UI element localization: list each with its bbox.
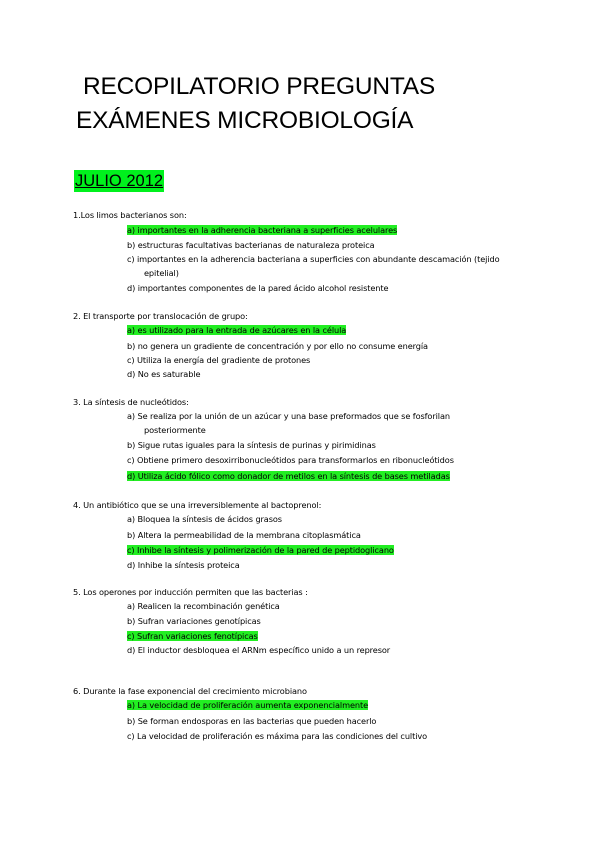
answer-option-text-correct: a) importantes en la adherencia bacteriana a superficies acelulares bbox=[127, 225, 398, 235]
answer-option-text: b) no genera un gradiente de concentración y por ello no consume energía bbox=[127, 341, 428, 351]
answer-option bbox=[127, 240, 527, 250]
answer-option-text-correct: a) es utilizado para la entrada de azúcares en la célula bbox=[127, 325, 347, 335]
answer-option bbox=[127, 325, 527, 335]
answer-option-text: a) Bloquea la síntesis de ácidos grasos bbox=[127, 514, 282, 524]
answer-option-text: c) La velocidad de proliferación es máxima para las condiciones del cultivo bbox=[127, 731, 428, 741]
answer-option bbox=[127, 440, 527, 450]
answer-option bbox=[127, 530, 527, 540]
answer-option-text: c) Utiliza la energía del gradiente de protones bbox=[127, 355, 311, 365]
answer-option-text-correct: a) La velocidad de proliferación aumenta exponencialmente bbox=[127, 700, 369, 710]
answer-option bbox=[127, 254, 527, 278]
answer-option-text: c) importantes en la adherencia bacteriana a superficies con abundante descamación (tejido bbox=[127, 254, 500, 264]
answer-option bbox=[127, 369, 527, 379]
answer-option bbox=[127, 616, 527, 626]
question-text: 6. Durante la fase exponencial del crecimiento microbiano bbox=[73, 686, 307, 696]
answer-option bbox=[127, 225, 527, 235]
answer-option-continuation: posteriormente bbox=[144, 425, 206, 435]
answer-option-text: b) Se forman endosporas en las bacterias que pueden hacerlo bbox=[127, 716, 377, 726]
answer-option bbox=[127, 355, 527, 365]
answer-option bbox=[127, 645, 527, 655]
answer-option bbox=[127, 545, 527, 555]
question-text: 2. El transporte por translocación de grupo: bbox=[73, 311, 248, 321]
answer-option-text: b) Sigue rutas iguales para la síntesis de purinas y pirimidinas bbox=[127, 440, 376, 450]
answer-option-text-correct: c) Inhibe la síntesis y polimerización de la pared de peptidoglicano bbox=[127, 545, 394, 555]
answer-option bbox=[127, 601, 527, 611]
answer-option-text: d) importantes componentes de la pared ácido alcohol resistente bbox=[127, 283, 389, 293]
answer-option bbox=[127, 411, 527, 435]
title-line-2: EXÁMENES MICROBIOLOGÍA bbox=[76, 107, 414, 134]
answer-option bbox=[127, 471, 527, 481]
answer-option-text: b) Sufran variaciones genotípicas bbox=[127, 616, 261, 626]
answer-option bbox=[127, 514, 527, 524]
answer-option bbox=[127, 341, 527, 351]
answer-option-continuation: epitelial) bbox=[144, 268, 179, 278]
answer-option-text-correct: d) Utiliza ácido fólico como donador de metilos en la síntesis de bases metiladas bbox=[127, 471, 450, 481]
answer-option bbox=[127, 716, 527, 726]
answer-option bbox=[127, 631, 527, 641]
section-heading: JULIO 2012 bbox=[75, 172, 164, 190]
answer-option-text: b) estructuras facultativas bacterianas de naturaleza proteica bbox=[127, 240, 375, 250]
answer-option bbox=[127, 283, 527, 293]
answer-option bbox=[127, 700, 527, 710]
answer-option-text: d) No es saturable bbox=[127, 369, 201, 379]
answer-option-text: d) El inductor desbloquea el ARNm específico unido a un represor bbox=[127, 645, 391, 655]
answer-option bbox=[127, 731, 527, 741]
question-text: 1.Los limos bacterianos son: bbox=[73, 210, 187, 220]
question-text: 5. Los operones por inducción permiten que las bacterias : bbox=[73, 587, 308, 597]
question-text: 3. La síntesis de nucleótidos: bbox=[73, 397, 189, 407]
answer-option-text-correct: c) Sufran variaciones fenotípicas bbox=[127, 631, 258, 641]
title-line-1: RECOPILATORIO PREGUNTAS bbox=[83, 73, 436, 100]
answer-option-text: a) Realicen la recombinación genética bbox=[127, 601, 280, 611]
answer-option bbox=[127, 455, 527, 465]
answer-option-text: b) Altera la permeabilidad de la membrana citoplasmática bbox=[127, 530, 361, 540]
answer-option-text: c) Obtiene primero desoxirribonucleótidos para transformarlos en ribonucleótidos bbox=[127, 455, 454, 465]
answer-option-text: d) Inhibe la síntesis proteica bbox=[127, 560, 240, 570]
question-text: 4. Un antibiótico que se una irreversiblemente al bactoprenol: bbox=[73, 500, 322, 510]
answer-option-text: a) Se realiza por la unión de un azúcar y una base preformados que se fosforilan bbox=[127, 411, 450, 421]
answer-option bbox=[127, 560, 527, 570]
document-title bbox=[76, 70, 435, 138]
